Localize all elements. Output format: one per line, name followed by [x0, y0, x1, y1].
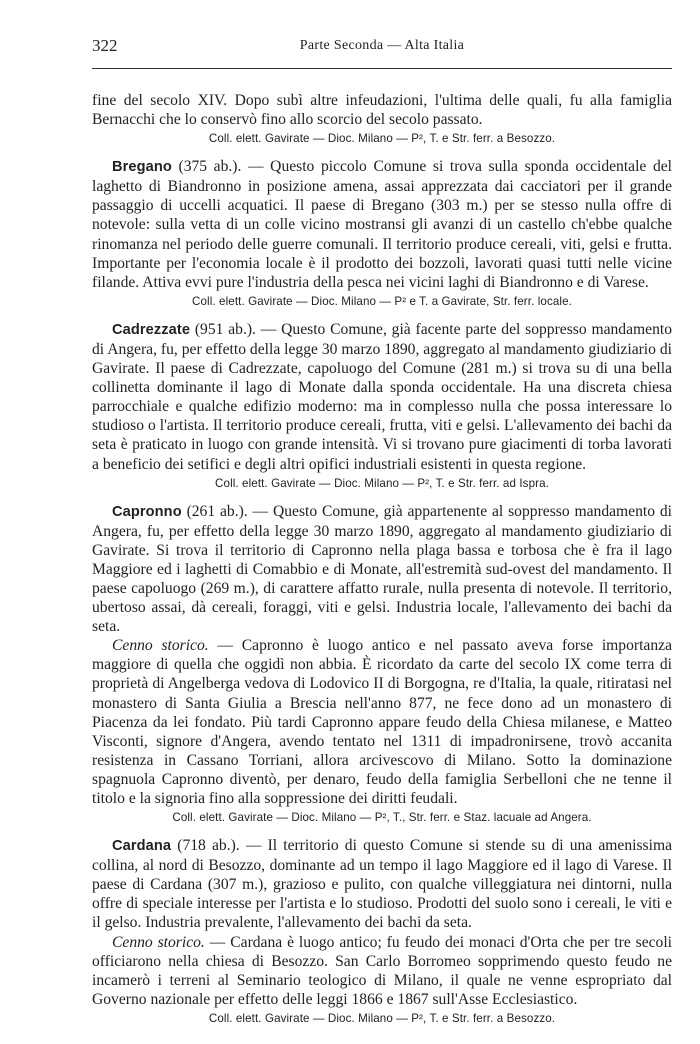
book-page	[92, 34, 672, 1037]
running-title: Parte Seconda — Alta Italia	[299, 38, 465, 53]
entry-text: (951 ab.). — Questo Comune, già facente parte del soppresso mandamento di Angera, fu, per effetto della legge 30 marzo 1890, aggregato al mandamento giudiziario di Gavirate. Il paese di Cadrezzate, capoluogo del Comune (281 m.) si trova su di una bella collinetta dominante il lago di Monate dalla sponda occidentale. Ha una discreta chiesa parrocchiale e qualche edifizio moderno: ma in complesso nulla che possa interessare lo studioso o l'artista. Il territorio produce cereali, frutta, viti e gelsi. L'allevamento dei bachi da seta è praticato in luogo con grande intensità. Vi si trovano pure giacimenti di torba lavorati a beneficio dei setifici e degli altri opifici industriali esistenti in questa regione.	[92, 320, 672, 473]
collegio-line: Coll. elett. Gavirate — Dioc. Milano — P² e T. a Gavirate, Str. ferr. locale.	[192, 294, 572, 308]
entry-text: (375 ab.). — Questo piccolo Comune si trova sulla sponda occidentale del laghetto di Biandronno in posizione amena, assai apprezzata dai cacciatori per il grande passaggio di uccelli acquatici. Il paese di Bregano (303 m.) per se stesso nulla offre di notevole: sulla vetta di un colle vicino mostransi gli avanzi di un castello ch'ebbe qualche rinomanza nel periodo delle guerre comunali. Il territorio produce cereali, viti, gelsi e frutta. Importante per l'economia locale è il prodotto dei bozzoli, lavorati quasi tutti nelle vicine filande. Attiva evvi pure l'industria della pesca nei vicini laghi di Biandronno e di Varese.	[92, 158, 672, 291]
entry-text: (718 ab.). — Il territorio di questo Comune si stende su di una amenissima collina, al nord di Besozzo, dominante ad un tempo il lago Maggiore ed il lago di Varese. Il paese di Cardana (307 m.), grazioso e pulito, con qualche villeggiatura nei dintorni, nulla offre di speciale interesse per l'artista e lo studioso. Prodotti del suolo sono i cereali, le viti e il gelso. Industria prevalente, l'allevamento dei bachi da seta.	[92, 837, 672, 932]
entry-capronno	[92, 502, 672, 637]
running-head	[92, 34, 672, 56]
page-number: 322	[92, 36, 118, 55]
entry-bregano	[92, 157, 672, 292]
cenno-storico-capronno	[92, 636, 672, 808]
cenno-storico-text: — Capronno è luogo antico e nel passato aveva forse importanza maggiore di quella che oggidì non abbia. È ricordato da carte del secolo IX come terra di proprietà di Angelberga vedova di Lodovico II di Borgogna, re d'Italia, la quale, ritiratasi nel monastero di Santa Giulia a Brescia nell'anno 877, ne fece dono ad un monastero di Piacenza da lei fondato. Più tardi Capronno appare feudo della Chiesa milanese, e Matteo Visconti, signore d'Angera, avendo tentato nel 1311 di impadronirsene, trovò accanita resistenza in Cassano Torriani, allora arcivescovo di Milano. Sotto la dominazione spagnuola Capronno diventò, per denaro, feudo della famiglia Serbelloni che ne tenne il titolo e la signoria fino alla soppressione dei diritti feudali.	[92, 637, 672, 807]
collegio-line: Coll. elett. Gavirate — Dioc. Milano — P², T., Str. ferr. e Staz. lacuale ad Angera.	[172, 811, 592, 825]
cenno-storico-label: Cenno storico.	[112, 637, 209, 655]
entry-cadrezzate	[92, 320, 672, 474]
entry-name-cardana: Cardana	[112, 838, 172, 855]
entry-name-bregano: Bregano	[112, 159, 172, 176]
collegio-line: Coll. elett. Gavirate — Dioc. Milano — P², T. e Str. ferr. ad Ispra.	[215, 476, 549, 490]
header-rule	[92, 68, 672, 69]
entry-name-cadrezzate: Cadrezzate	[112, 321, 191, 338]
continuation-paragraph: fine del secolo XIV. Dopo subì altre infeudazioni, l'ultima delle quali, fu alla famiglia Bernacchi che lo conservò fino allo scorcio del secolo passato.	[92, 92, 672, 129]
collegio-line: Coll. elett. Gavirate — Dioc. Milano — P², T. e Str. ferr. a Besozzo.	[208, 132, 556, 146]
cenno-storico-text: — Cardana è luogo antico; fu feudo dei monaci d'Orta che per tre secoli officiarono nella chiesa di Besozzo. San Carlo Borromeo sopprimendo questo feudo ne incamerò i terreni al Seminario teologico di Milano, il quale ne venne espropriato dal Governo nazionale per effetto delle leggi 1866 e 1867 sull'Asse Ecclesiastico.	[92, 933, 673, 1008]
collegio-line: Coll. elett. Gavirate — Dioc. Milano — P², T. e Str. ferr. a Besozzo.	[208, 1011, 556, 1025]
entry-text: (261 ab.). — Questo Comune, già appartenente al soppresso mandamento di Angera, fu, per effetto della legge 30 marzo 1890, aggregato al mandamento giudiziario di Gavirate. Si trova il territorio di Capronno nella plaga bassa e torbosa che è fra il lago Maggiore ed i laghetti di Comabbio e di Monate, all'estremità sud-ovest del mandamento. Il paese capoluogo (269 m.), di carattere affatto rurale, nulla presenta di notevole. Il territorio, ubertoso assai, dà cereali, foraggi, viti e gelsi. Industria locale, l'allevamento dei bachi da seta.	[92, 502, 672, 636]
cenno-storico-cardana	[92, 933, 672, 1009]
entry-cardana	[92, 836, 672, 932]
entry-name-capronno: Capronno	[112, 503, 182, 520]
cenno-storico-label: Cenno storico.	[112, 933, 205, 951]
